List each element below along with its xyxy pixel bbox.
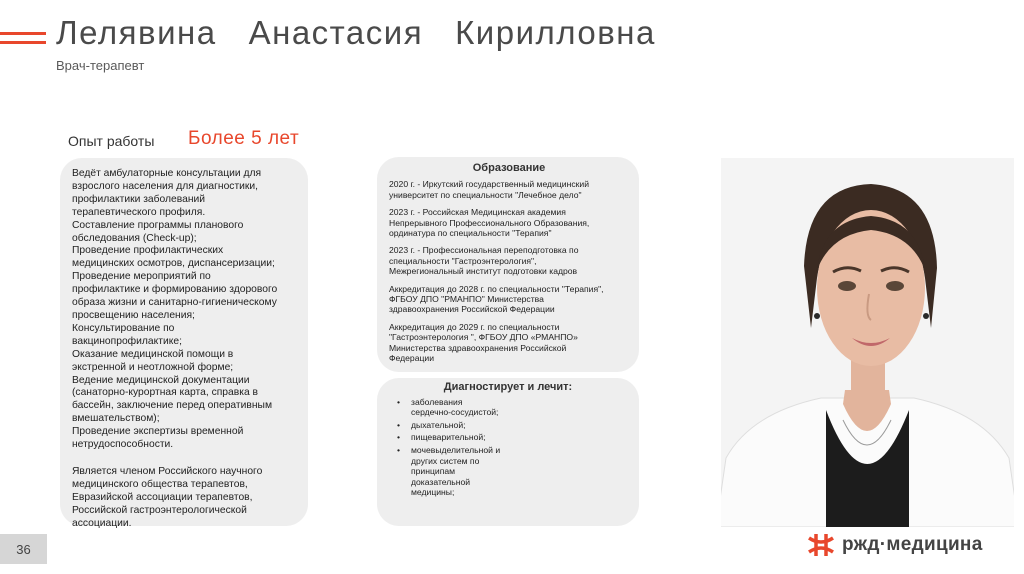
duty-line: Проведение профилактических xyxy=(72,245,224,257)
membership-text xyxy=(72,466,298,531)
membership-line: Является членом Российского научного xyxy=(72,465,263,477)
title-accent-lines xyxy=(0,32,46,50)
rzd-logo-icon xyxy=(806,530,836,560)
diagnosis-line: доказательной xyxy=(411,476,471,487)
diagnosis-line: других систем по xyxy=(411,455,480,466)
education-line: ФГБОУ ДПО "РМАНПО" Министерства xyxy=(389,294,544,305)
membership-line: Евразийской ассоциации терапевтов, xyxy=(72,491,253,503)
duty-line: образа жизни и санитарно-гигиеническому xyxy=(72,297,277,309)
duty-line: профилактике и формированию здорового xyxy=(72,284,278,296)
duty-line: медицинских осмотров, диспансеризации; xyxy=(72,258,275,270)
diagnosis-line: принципам xyxy=(411,466,456,477)
experience-label: Опыт работы xyxy=(68,133,155,149)
diagnosis-item xyxy=(397,445,531,498)
duties-text xyxy=(72,168,298,452)
duty-line: Ведение медицинской документации xyxy=(72,374,250,386)
duty-line: Проведение экспертизы временной xyxy=(72,426,244,438)
duty-line: вмешательством); xyxy=(72,413,160,425)
education-entry xyxy=(389,284,629,315)
duty-line: нетрудоспособности. xyxy=(72,439,174,451)
diagnosis-line: • мочевыделительной и xyxy=(411,444,501,455)
education-entry xyxy=(389,207,629,238)
duty-line: Консультирование по xyxy=(72,322,175,334)
diagnoses-panel xyxy=(377,378,639,526)
diagnoses-title: Диагностирует и лечит: xyxy=(443,381,573,393)
duty-line: обследования (Check-up); xyxy=(72,232,197,244)
brand-text: ржд·медицина xyxy=(842,534,983,555)
duty-line: (санаторно-курортная карта, справка в xyxy=(72,387,259,399)
duty-line: Проведение мероприятий по xyxy=(72,271,211,283)
duty-line: терапевтического профиля. xyxy=(72,206,206,218)
experience-value: Более 5 лет xyxy=(188,128,300,149)
education-line: 2020 г. - Иркутский государственный медицинский xyxy=(389,179,589,190)
education-line: Министерства здравоохранения Российской xyxy=(389,342,567,353)
duty-line: Составление программы планового xyxy=(72,219,244,231)
doctor-photo xyxy=(721,158,1014,527)
membership-line: Российской гастроэнтерологической xyxy=(72,504,247,516)
diagnosis-item xyxy=(397,432,531,443)
duty-line: Ведёт амбулаторные консультации для xyxy=(72,168,262,179)
education-line: Аккредитация до 2028 г. по специальности "Терапия", xyxy=(389,283,604,294)
brand-logo xyxy=(806,530,983,560)
duty-line: Оказание медицинской помощи в xyxy=(72,348,234,360)
education-line: "Гастроэнтерология ", ФГБОУ ДПО «РМАНПО» xyxy=(389,332,578,343)
duty-line: экстренной и неотложной форме; xyxy=(72,361,234,373)
education-title: Образование xyxy=(472,162,546,174)
diagnosis-item xyxy=(397,397,531,418)
education-line: Аккредитация до 2029 г. по специальности xyxy=(389,321,560,332)
diagnosis-line: медицины; xyxy=(411,487,455,498)
education-line: ординатура по специальности "Терапия" xyxy=(389,228,552,239)
education-line: специальности "Гастроэнтерология", xyxy=(389,255,537,266)
duty-line: взрослого населения для диагностики, xyxy=(72,180,259,192)
diagnosis-line: • заболевания xyxy=(411,396,463,407)
diagnosis-item xyxy=(397,420,531,431)
membership-line: ассоциации. xyxy=(72,517,132,529)
doctor-position: Врач-терапевт xyxy=(56,58,145,73)
education-line: 2023 г. - Профессиональная переподготовка по xyxy=(389,245,579,256)
diagnosis-line: • пищеварительной; xyxy=(411,432,486,443)
duty-line: просвещению населения; xyxy=(72,309,195,321)
education-line: Межрегиональный институт подготовки кадров xyxy=(389,266,578,277)
education-line: университет по специальности "Лечебное дело" xyxy=(389,189,582,200)
duty-line: вакцинопрофилактике; xyxy=(72,335,182,347)
education-entry xyxy=(389,322,629,364)
education-entry xyxy=(389,179,629,200)
duties-panel xyxy=(60,158,308,529)
diagnosis-line: • дыхательной; xyxy=(411,419,466,430)
diagnosis-line: сердечно-сосудистой; xyxy=(411,407,499,418)
membership-line: медицинского общества терапевтов, xyxy=(72,478,248,490)
education-line: Непрерывного Профессионального Образования, xyxy=(389,217,590,228)
doctor-name: Лелявина Анастасия Кирилловна xyxy=(56,14,656,51)
duty-line: бассейн, заключение перед оперативным xyxy=(72,400,273,412)
education-line: здравоохранения Российской Федерации xyxy=(389,304,555,315)
education-line: Федерации xyxy=(389,353,434,364)
education-entry xyxy=(389,245,629,276)
page-number: 36 xyxy=(0,534,47,564)
education-panel xyxy=(377,157,639,372)
diagnoses-list xyxy=(397,397,629,498)
education-line: 2023 г. - Российская Медицинская академия xyxy=(389,207,566,218)
duty-line: профилактики заболеваний xyxy=(72,193,206,205)
